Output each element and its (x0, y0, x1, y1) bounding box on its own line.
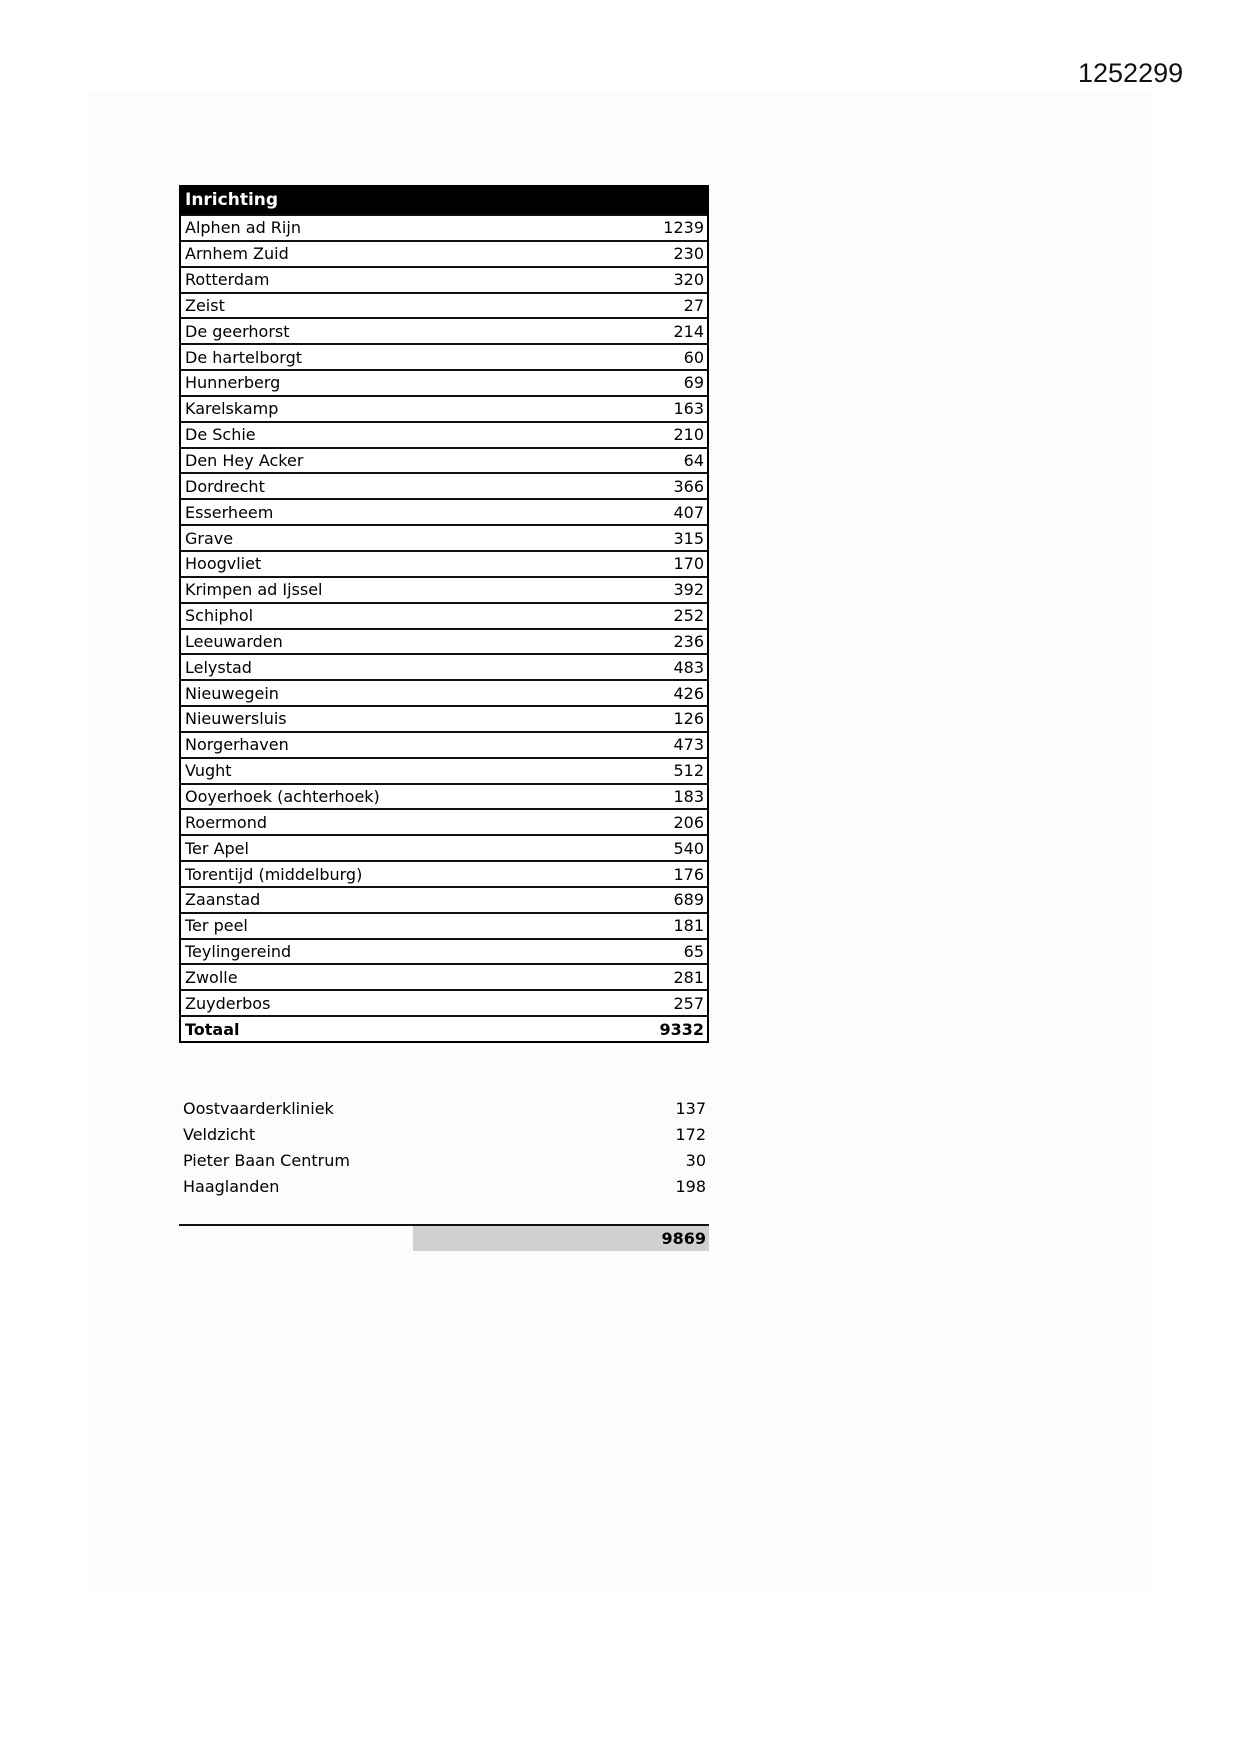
table-body (181, 214, 707, 1015)
table-row (181, 576, 707, 602)
institution-count: 257 (673, 993, 704, 1013)
institution-name: Teylingereind (185, 942, 292, 962)
institution-name: Zaanstad (185, 890, 261, 910)
list-item (179, 1148, 709, 1174)
table-row (181, 679, 707, 705)
table-row (181, 369, 707, 395)
inrichting-table (179, 185, 709, 1043)
institution-name: Pieter Baan Centrum (183, 1151, 350, 1170)
table-row (181, 602, 707, 628)
institution-count: 230 (673, 244, 704, 264)
table-row (181, 886, 707, 912)
table-row (181, 989, 707, 1015)
table-total-row (181, 1015, 707, 1041)
table-row (181, 705, 707, 731)
institution-count: 426 (673, 683, 704, 703)
institution-count: 315 (673, 528, 704, 548)
table-row (181, 421, 707, 447)
institution-name: Ooyerhoek (achterhoek) (185, 786, 380, 806)
institution-count: 60 (683, 347, 704, 367)
institution-name: Leeuwarden (185, 631, 283, 651)
institution-name: Alphen ad Rijn (185, 218, 301, 238)
institution-name: Arnhem Zuid (185, 244, 289, 264)
institution-name: Zuyderbos (185, 993, 271, 1013)
institution-name: Hunnerberg (185, 373, 281, 393)
institution-name: Oostvaarderkliniek (183, 1099, 334, 1118)
table-row (181, 550, 707, 576)
institution-name: Rotterdam (185, 270, 270, 290)
institution-count: 181 (673, 916, 704, 936)
institution-name: Grave (185, 528, 234, 548)
institution-name: De geerhorst (185, 321, 290, 341)
institution-name: Dordrecht (185, 476, 265, 496)
table-row (181, 938, 707, 964)
institution-name: Veldzicht (183, 1125, 256, 1144)
institution-count: 540 (673, 838, 704, 858)
institution-count: 483 (673, 657, 704, 677)
institution-name: Hoogvliet (185, 554, 262, 574)
list-item (179, 1122, 709, 1148)
table-row (181, 214, 707, 240)
institution-count: 210 (673, 425, 704, 445)
table-row (181, 240, 707, 266)
institution-name: Esserheem (185, 502, 274, 522)
institution-count: 163 (673, 399, 704, 419)
table-row (181, 628, 707, 654)
institution-count: 170 (673, 554, 704, 574)
table-row (181, 498, 707, 524)
table-row (181, 963, 707, 989)
institution-name: Den Hey Acker (185, 451, 304, 471)
institution-name: Ter peel (185, 916, 248, 936)
institution-count: 252 (673, 606, 704, 626)
institution-count: 206 (673, 812, 704, 832)
institution-name: Torentijd (middelburg) (185, 864, 363, 884)
document-id: 1252299 (1078, 58, 1184, 88)
institution-name: Norgerhaven (185, 735, 289, 755)
institution-count: 27 (683, 295, 704, 315)
institution-count: 473 (673, 735, 704, 755)
institution-name: De hartelborgt (185, 347, 303, 367)
extra-institutions-list (179, 1096, 709, 1200)
table-header: Inrichting (181, 187, 707, 214)
institution-name: Karelskamp (185, 399, 279, 419)
table-row (181, 860, 707, 886)
institution-count: 1239 (663, 218, 704, 238)
institution-name: Roermond (185, 812, 267, 832)
institution-count: 126 (673, 709, 704, 729)
institution-count: 236 (673, 631, 704, 651)
total-value: 9332 (659, 1019, 704, 1039)
institution-count: 512 (673, 761, 704, 781)
institution-name: Nieuwersluis (185, 709, 287, 729)
table-row (181, 266, 707, 292)
list-item (179, 1096, 709, 1122)
institution-count: 407 (673, 502, 704, 522)
table-row (181, 834, 707, 860)
institution-name: Nieuwegein (185, 683, 279, 703)
institution-count: 64 (683, 451, 704, 471)
table-row (181, 395, 707, 421)
institution-count: 172 (675, 1125, 706, 1144)
institution-name: Haaglanden (183, 1177, 280, 1196)
institution-count: 214 (673, 321, 704, 341)
table-row (181, 317, 707, 343)
grand-total-value: 9869 (413, 1226, 709, 1251)
table-row (181, 912, 707, 938)
institution-name: Zeist (185, 295, 225, 315)
table-row (181, 343, 707, 369)
institution-name: Vught (185, 761, 232, 781)
institution-count: 320 (673, 270, 704, 290)
table-row (181, 524, 707, 550)
institution-name: Ter Apel (185, 838, 249, 858)
institution-count: 137 (675, 1099, 706, 1118)
list-item (179, 1174, 709, 1200)
table-row (181, 472, 707, 498)
table-row (181, 292, 707, 318)
table-row (181, 731, 707, 757)
institution-name: Schiphol (185, 606, 254, 626)
institution-name: Krimpen ad Ijssel (185, 580, 323, 600)
total-label: Totaal (185, 1019, 240, 1039)
institution-count: 198 (675, 1177, 706, 1196)
table-row (181, 757, 707, 783)
table-row (181, 808, 707, 834)
table-row (181, 783, 707, 809)
institution-count: 69 (683, 373, 704, 393)
table-row (181, 447, 707, 473)
table-row (181, 653, 707, 679)
institution-count: 281 (673, 967, 704, 987)
institution-count: 392 (673, 580, 704, 600)
institution-count: 183 (673, 786, 704, 806)
institution-name: De Schie (185, 425, 256, 445)
institution-name: Zwolle (185, 967, 238, 987)
institution-name: Lelystad (185, 657, 252, 677)
institution-count: 30 (685, 1151, 706, 1170)
institution-count: 65 (683, 942, 704, 962)
institution-count: 366 (673, 476, 704, 496)
institution-count: 176 (673, 864, 704, 884)
institution-count: 689 (673, 890, 704, 910)
